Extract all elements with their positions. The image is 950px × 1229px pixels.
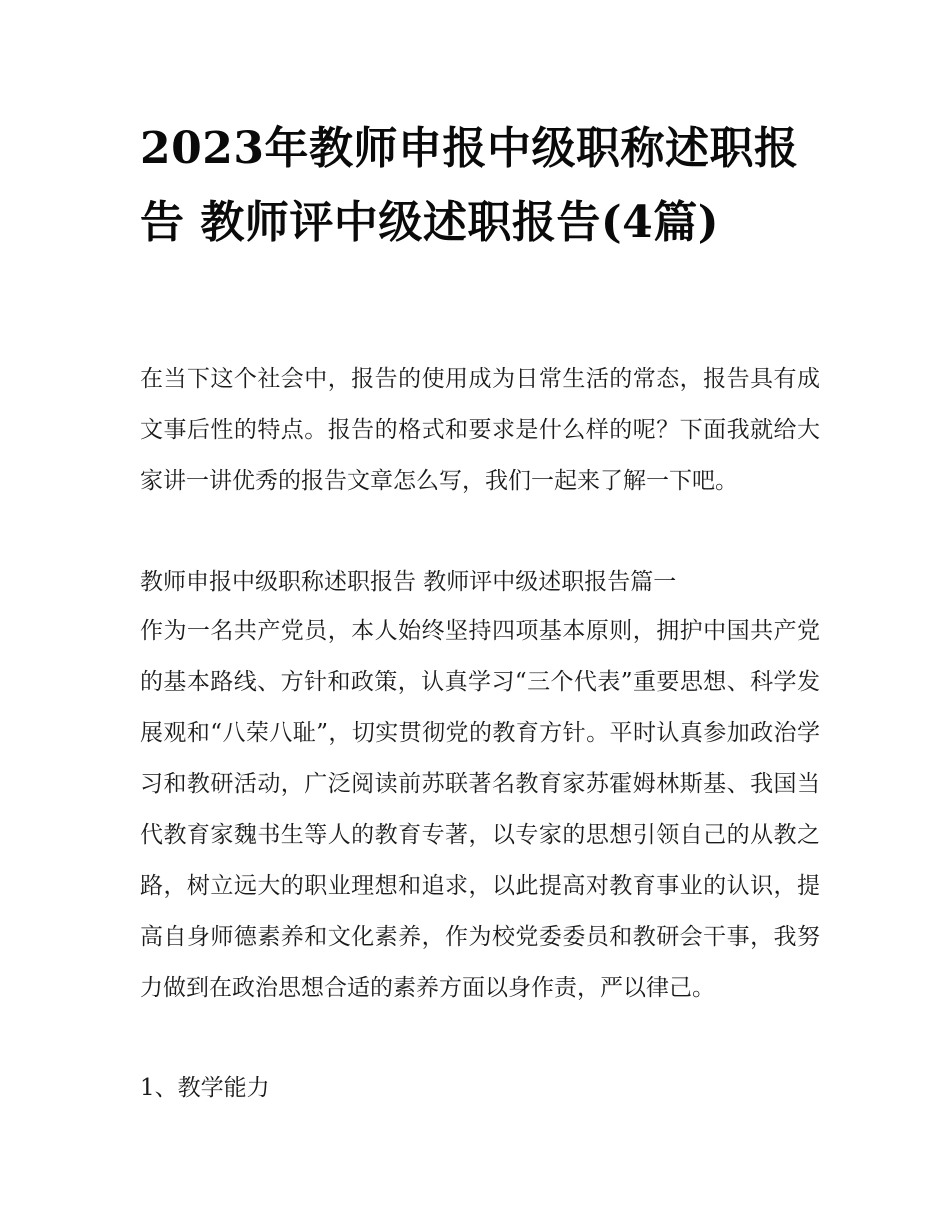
intro-paragraph: 在当下这个社会中，报告的使用成为日常生活的常态，报告具有成文事后性的特点。报告的格式和要求是什么样的呢？下面我就给大家讲一讲优秀的报告文章怎么写，我们一起来了解一下吧。	[140, 366, 820, 494]
subheading-teaching-ability: 1、教学能力	[140, 1075, 270, 1101]
section-heading: 教师申报中级职称述职报告 教师评中级述职报告篇一	[140, 569, 677, 595]
document-title: 2023年教师申报中级职称述职报告 教师评中级述职报告(4篇)	[140, 123, 799, 248]
section-body-paragraph: 作为一名共产党员，本人始终坚持四项基本原则，拥护中国共产党的基本路线、方针和政策，认真学习“三个代表”重要思想、科学发展观和“八荣八耻”，切实贯彻党的教育方针。平时认真参加政治学习和教研活动，广泛阅读前苏联著名教育家苏霍姆林斯基、我国当代教育家魏书生等人的教育专著，以专家的思想引领自己的从教之路，树立远大的职业理想和追求，以此提高对教育事业的认识，提高自身师德素养和文化素养，作为校党委委员和教研会干事，我努力做到在政治思想合适的素养方面以身作责，严以律己。	[140, 618, 820, 1001]
